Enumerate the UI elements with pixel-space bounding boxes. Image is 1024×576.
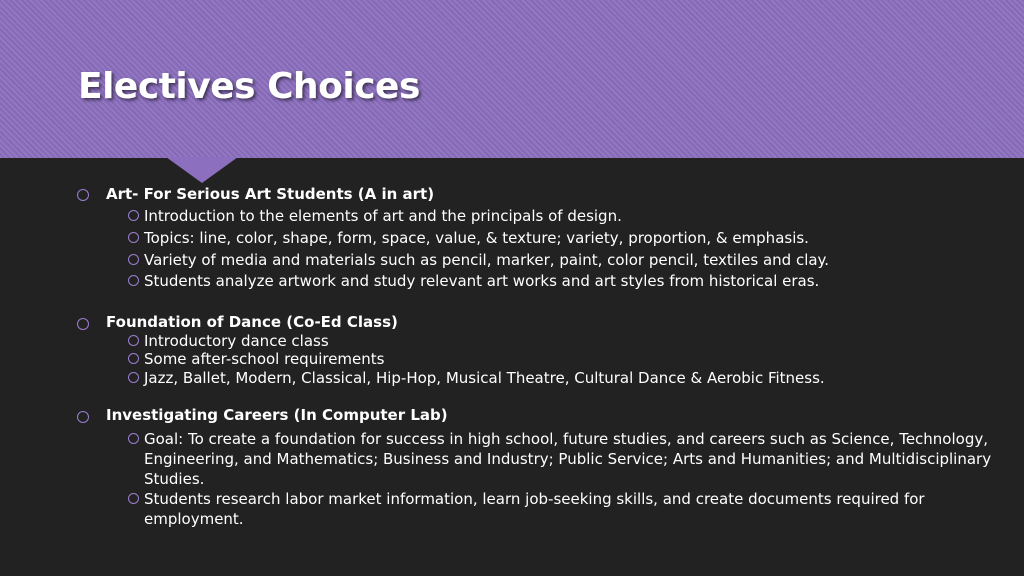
section-heading: Investigating Careers (In Computer Lab) (106, 406, 448, 424)
list-item: Students research labor market information, learn job-seeking skills, and create documents required for employment. (144, 490, 925, 528)
bullet-icon (128, 210, 139, 221)
list-item: Variety of media and materials such as pencil, marker, paint, color pencil, textiles and clay. (144, 251, 830, 269)
bullet-icon (128, 232, 139, 243)
list-item: Students analyze artwork and study relevant art works and art styles from historical eras. (144, 272, 820, 290)
bullet-icon (128, 493, 139, 504)
bullet-icon (77, 189, 89, 201)
bullet-icon (128, 254, 139, 265)
slide-title: Electives Choices (78, 66, 420, 107)
bullet-icon (128, 335, 139, 346)
list-item: Topics: line, color, shape, form, space, value, & texture; variety, proportion, & emphasis. (144, 229, 809, 247)
bullet-icon (128, 353, 139, 364)
list-item: Introductory dance class (144, 332, 329, 350)
section-heading: Art- For Serious Art Students (A in art) (106, 185, 435, 203)
list-item: Introduction to the elements of art and the principals of design. (144, 207, 622, 225)
bullet-icon (128, 433, 139, 444)
bullet-icon (77, 411, 89, 423)
bullet-icon (77, 318, 89, 330)
bullet-icon (128, 372, 139, 383)
bullet-icon (128, 275, 139, 286)
list-item: Goal: To create a foundation for success in high school, future studies, and careers such as Science, Technology, Engineering, and Mathematics; Business and Industry; Public Service; Arts and Humanities; and Multidisciplinary Studies. (144, 430, 992, 488)
list-item: Some after-school requirements (144, 350, 385, 368)
list-item: Jazz, Ballet, Modern, Classical, Hip-Hop, Musical Theatre, Cultural Dance & Aerobic Fitness. (144, 369, 825, 387)
section-heading: Foundation of Dance (Co-Ed Class) (106, 313, 398, 331)
